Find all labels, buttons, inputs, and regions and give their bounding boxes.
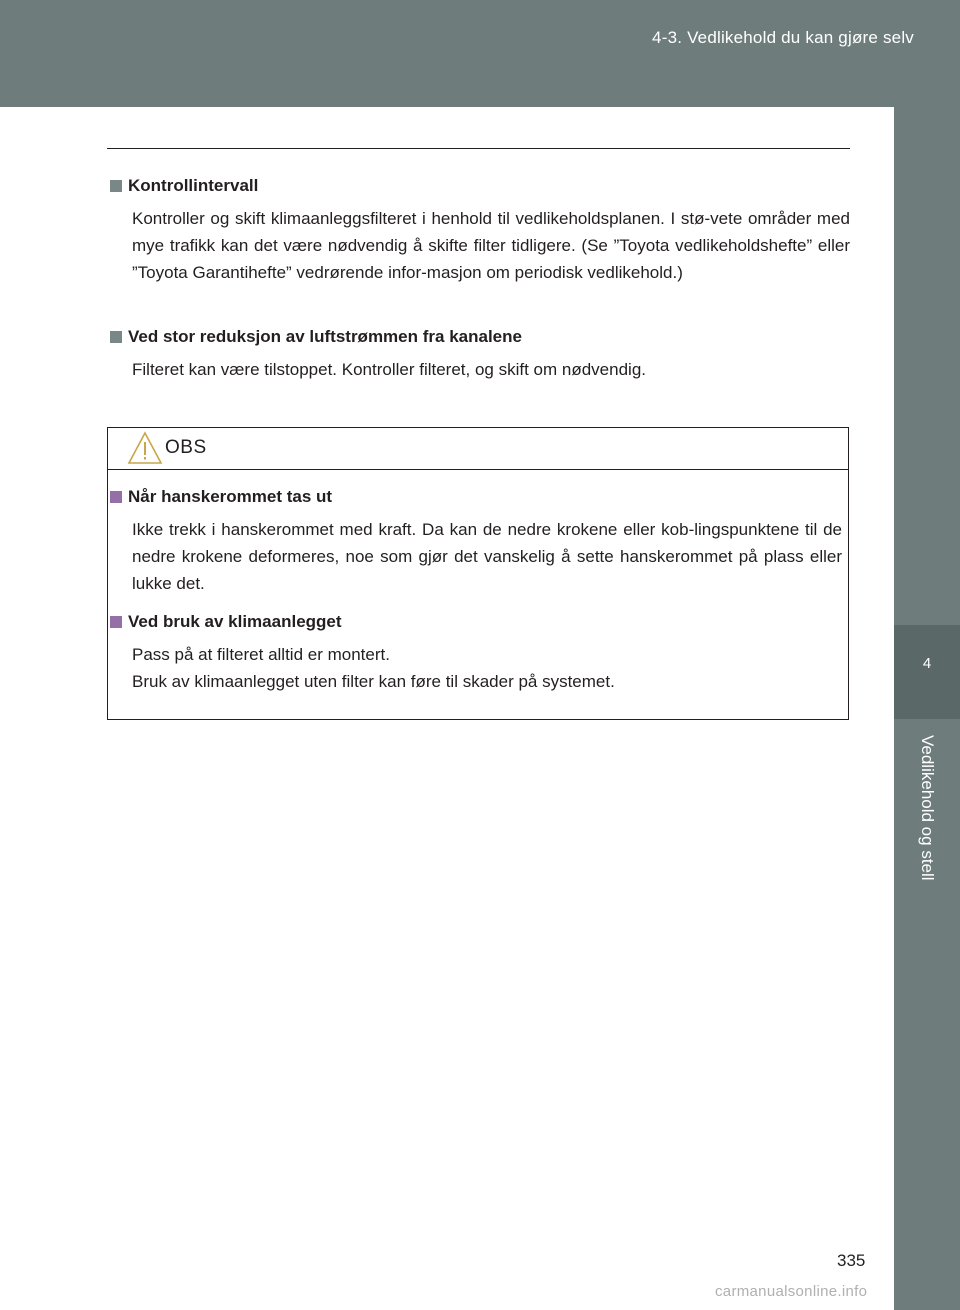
caution-item-hanskerom	[110, 486, 842, 597]
square-bullet-icon	[110, 331, 122, 343]
section-heading: Ved stor reduksjon av luftstrømmen fra kanalene	[128, 327, 522, 346]
chapter-label: Vedlikehold og stell	[918, 735, 937, 881]
square-bullet-icon	[110, 616, 122, 628]
side-tab-top	[894, 107, 960, 625]
section-heading: Kontrollintervall	[128, 176, 259, 195]
caution-title: OBS	[165, 437, 207, 458]
warning-triangle-icon	[127, 431, 163, 465]
page-header	[0, 0, 960, 107]
caution-item-body-line: Bruk av klimaanlegget uten filter kan føre til skader på systemet.	[132, 672, 615, 691]
chapter-tab	[894, 625, 960, 719]
section-kontrollintervall	[110, 175, 850, 286]
caution-item-klimaanlegg	[110, 611, 842, 695]
square-bullet-icon	[110, 491, 122, 503]
square-bullet-icon	[110, 180, 122, 192]
caution-item-body: Ikke trekk i hanskerommet med kraft. Da kan de nedre krokene eller kob-lingspunktene til de nedre krokene deformeres, noe som gjør det vanskelig å sette hanskerommet på plass eller lukke det.	[132, 520, 842, 593]
caution-item-heading: Ved bruk av klimaanlegget	[128, 612, 342, 631]
chapter-number: 4	[922, 655, 932, 672]
section-body: Kontroller og skift klimaanleggsfilteret i henhold til vedlikeholdsplanen. I stø-vete områder med mye trafikk kan det være nødvendig å skifte filter tidligere. (Se ”Toyota vedlikeholdshefte” eller ”Toyota Garantihefte” vedrørende infor-masjon om periodisk vedlikehold.)	[132, 209, 850, 282]
section-body: Filteret kan være tilstoppet. Kontroller filteret, og skift om nødvendig.	[132, 360, 647, 379]
caution-header	[108, 428, 848, 470]
section-title: 4-3. Vedlikehold du kan gjøre selv	[652, 28, 914, 47]
caution-item-body-line: Pass på at filteret alltid er montert.	[132, 645, 390, 664]
top-divider	[107, 148, 850, 149]
section-luftstrom	[110, 326, 850, 383]
page-number: 335	[837, 1251, 866, 1270]
caution-item-heading: Når hanskerommet tas ut	[128, 487, 333, 506]
watermark: carmanualsonline.info	[715, 1283, 868, 1300]
caution-box	[107, 427, 849, 720]
